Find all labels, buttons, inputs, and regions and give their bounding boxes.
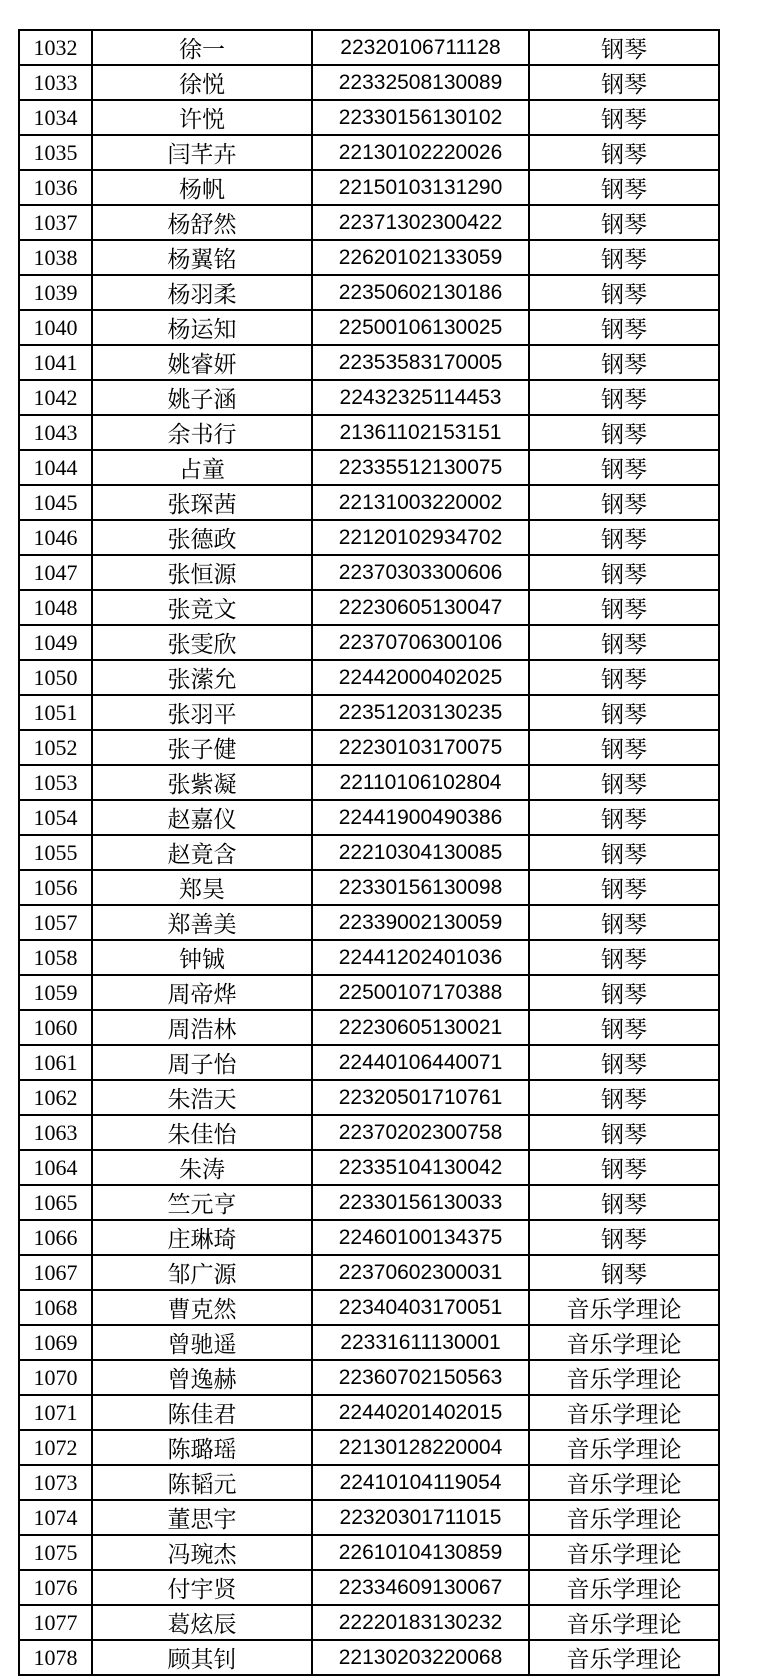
student-name-cell: 葛炫辰 <box>92 1605 312 1640</box>
student-name-cell: 张潆允 <box>92 660 312 695</box>
exam-id-cell: 22210304130085 <box>312 835 529 870</box>
row-number-cell: 1061 <box>19 1045 92 1080</box>
exam-id-cell: 22335512130075 <box>312 450 529 485</box>
table-row <box>19 205 719 240</box>
row-number-cell: 1078 <box>19 1640 92 1675</box>
exam-id-cell: 22370706300106 <box>312 625 529 660</box>
row-number-cell: 1073 <box>19 1465 92 1500</box>
major-cell: 钢琴 <box>529 1220 719 1255</box>
major-cell: 钢琴 <box>529 1010 719 1045</box>
student-name-cell: 张紫凝 <box>92 765 312 800</box>
major-cell: 钢琴 <box>529 100 719 135</box>
table-row <box>19 1395 719 1430</box>
exam-id-cell: 22320106711128 <box>312 30 529 65</box>
exam-id-cell: 22339002130059 <box>312 905 529 940</box>
exam-id-cell: 22131003220002 <box>312 485 529 520</box>
table-row <box>19 835 719 870</box>
student-name-cell: 赵竟含 <box>92 835 312 870</box>
table-row <box>19 940 719 975</box>
table-row <box>19 870 719 905</box>
exam-id-cell: 22370202300758 <box>312 1115 529 1150</box>
major-cell: 钢琴 <box>529 625 719 660</box>
row-number-cell: 1044 <box>19 450 92 485</box>
exam-id-cell: 22130128220004 <box>312 1430 529 1465</box>
row-number-cell: 1064 <box>19 1150 92 1185</box>
table-row <box>19 1010 719 1045</box>
major-cell: 钢琴 <box>529 1150 719 1185</box>
major-cell: 钢琴 <box>529 555 719 590</box>
student-name-cell: 姚子涵 <box>92 380 312 415</box>
exam-id-cell: 22353583170005 <box>312 345 529 380</box>
row-number-cell: 1047 <box>19 555 92 590</box>
student-name-cell: 庄琳琦 <box>92 1220 312 1255</box>
row-number-cell: 1032 <box>19 30 92 65</box>
row-number-cell: 1076 <box>19 1570 92 1605</box>
exam-id-cell: 22320501710761 <box>312 1080 529 1115</box>
major-cell: 钢琴 <box>529 275 719 310</box>
table-row <box>19 100 719 135</box>
major-cell: 钢琴 <box>529 590 719 625</box>
student-name-cell: 张雯欣 <box>92 625 312 660</box>
row-number-cell: 1052 <box>19 730 92 765</box>
table-row <box>19 65 719 100</box>
row-number-cell: 1062 <box>19 1080 92 1115</box>
student-name-cell: 张羽平 <box>92 695 312 730</box>
table-row <box>19 765 719 800</box>
table-row <box>19 625 719 660</box>
table-row <box>19 450 719 485</box>
student-name-cell: 闫芊卉 <box>92 135 312 170</box>
row-number-cell: 1065 <box>19 1185 92 1220</box>
table-row <box>19 975 719 1010</box>
major-cell: 钢琴 <box>529 765 719 800</box>
table-row <box>19 170 719 205</box>
major-cell: 钢琴 <box>529 310 719 345</box>
student-name-cell: 朱浩天 <box>92 1080 312 1115</box>
student-name-cell: 杨运知 <box>92 310 312 345</box>
row-number-cell: 1046 <box>19 520 92 555</box>
table-row <box>19 590 719 625</box>
row-number-cell: 1057 <box>19 905 92 940</box>
major-cell: 钢琴 <box>529 205 719 240</box>
student-name-cell: 杨舒然 <box>92 205 312 240</box>
student-name-cell: 朱涛 <box>92 1150 312 1185</box>
student-name-cell: 许悦 <box>92 100 312 135</box>
student-name-cell: 张竞文 <box>92 590 312 625</box>
table-row <box>19 1360 719 1395</box>
major-cell: 钢琴 <box>529 65 719 100</box>
student-name-cell: 陈璐瑶 <box>92 1430 312 1465</box>
table-row <box>19 1255 719 1290</box>
exam-id-cell: 22330156130102 <box>312 100 529 135</box>
exam-id-cell: 22351203130235 <box>312 695 529 730</box>
student-name-cell: 杨翼铭 <box>92 240 312 275</box>
student-name-cell: 竺元亨 <box>92 1185 312 1220</box>
row-number-cell: 1040 <box>19 310 92 345</box>
exam-id-cell: 22441202401036 <box>312 940 529 975</box>
table-row <box>19 345 719 380</box>
row-number-cell: 1054 <box>19 800 92 835</box>
row-number-cell: 1043 <box>19 415 92 450</box>
student-name-cell: 赵嘉仪 <box>92 800 312 835</box>
exam-id-cell: 22350602130186 <box>312 275 529 310</box>
major-cell: 音乐学理论 <box>529 1360 719 1395</box>
exam-id-cell: 22230103170075 <box>312 730 529 765</box>
exam-id-cell: 22331611130001 <box>312 1325 529 1360</box>
row-number-cell: 1072 <box>19 1430 92 1465</box>
row-number-cell: 1075 <box>19 1535 92 1570</box>
student-name-cell: 张恒源 <box>92 555 312 590</box>
table-row <box>19 1325 719 1360</box>
major-cell: 钢琴 <box>529 1080 719 1115</box>
row-number-cell: 1056 <box>19 870 92 905</box>
exam-id-cell: 22130203220068 <box>312 1640 529 1675</box>
exam-id-cell: 22441900490386 <box>312 800 529 835</box>
exam-id-cell: 22410104119054 <box>312 1465 529 1500</box>
row-number-cell: 1055 <box>19 835 92 870</box>
major-cell: 音乐学理论 <box>529 1605 719 1640</box>
major-cell: 钢琴 <box>529 1115 719 1150</box>
major-cell: 钢琴 <box>529 800 719 835</box>
major-cell: 音乐学理论 <box>529 1430 719 1465</box>
student-name-cell: 张琛茜 <box>92 485 312 520</box>
major-cell: 钢琴 <box>529 135 719 170</box>
exam-id-cell: 22120102934702 <box>312 520 529 555</box>
exam-id-cell: 22334609130067 <box>312 1570 529 1605</box>
major-cell: 钢琴 <box>529 485 719 520</box>
row-number-cell: 1049 <box>19 625 92 660</box>
row-number-cell: 1059 <box>19 975 92 1010</box>
table-row <box>19 555 719 590</box>
row-number-cell: 1053 <box>19 765 92 800</box>
major-cell: 音乐学理论 <box>529 1325 719 1360</box>
exam-id-cell: 22370602300031 <box>312 1255 529 1290</box>
exam-id-cell: 22371302300422 <box>312 205 529 240</box>
exam-id-cell: 22130102220026 <box>312 135 529 170</box>
major-cell: 音乐学理论 <box>529 1395 719 1430</box>
exam-id-cell: 22150103131290 <box>312 170 529 205</box>
major-cell: 钢琴 <box>529 940 719 975</box>
table-row <box>19 1605 719 1640</box>
student-name-cell: 张子健 <box>92 730 312 765</box>
exam-id-cell: 22335104130042 <box>312 1150 529 1185</box>
exam-id-cell: 21361102153151 <box>312 415 529 450</box>
major-cell: 钢琴 <box>529 660 719 695</box>
major-cell: 钢琴 <box>529 1045 719 1080</box>
table-row <box>19 905 719 940</box>
exam-id-cell: 22230605130047 <box>312 590 529 625</box>
student-name-cell: 郑昊 <box>92 870 312 905</box>
table-row <box>19 1430 719 1465</box>
student-name-cell: 冯琬杰 <box>92 1535 312 1570</box>
table-row <box>19 1465 719 1500</box>
exam-id-cell: 22500106130025 <box>312 310 529 345</box>
major-cell: 钢琴 <box>529 835 719 870</box>
exam-id-cell: 22330156130098 <box>312 870 529 905</box>
student-name-cell: 占童 <box>92 450 312 485</box>
roster-sheet <box>18 29 720 1676</box>
student-name-cell: 钟铖 <box>92 940 312 975</box>
student-name-cell: 徐一 <box>92 30 312 65</box>
student-name-cell: 余书行 <box>92 415 312 450</box>
student-name-cell: 杨羽柔 <box>92 275 312 310</box>
major-cell: 音乐学理论 <box>529 1465 719 1500</box>
student-name-cell: 陈佳君 <box>92 1395 312 1430</box>
table-row <box>19 240 719 275</box>
major-cell: 钢琴 <box>529 380 719 415</box>
table-row <box>19 135 719 170</box>
table-row <box>19 1570 719 1605</box>
exam-id-cell: 22440106440071 <box>312 1045 529 1080</box>
major-cell: 音乐学理论 <box>529 1500 719 1535</box>
row-number-cell: 1037 <box>19 205 92 240</box>
student-name-cell: 曾驰遥 <box>92 1325 312 1360</box>
row-number-cell: 1034 <box>19 100 92 135</box>
major-cell: 钢琴 <box>529 905 719 940</box>
row-number-cell: 1038 <box>19 240 92 275</box>
row-number-cell: 1051 <box>19 695 92 730</box>
major-cell: 钢琴 <box>529 1185 719 1220</box>
exam-id-cell: 22620102133059 <box>312 240 529 275</box>
table-row <box>19 1115 719 1150</box>
table-row <box>19 695 719 730</box>
table-row <box>19 660 719 695</box>
student-name-cell: 张德政 <box>92 520 312 555</box>
table-row <box>19 800 719 835</box>
exam-id-cell: 22442000402025 <box>312 660 529 695</box>
row-number-cell: 1070 <box>19 1360 92 1395</box>
row-number-cell: 1077 <box>19 1605 92 1640</box>
row-number-cell: 1066 <box>19 1220 92 1255</box>
major-cell: 钢琴 <box>529 450 719 485</box>
major-cell: 音乐学理论 <box>529 1535 719 1570</box>
student-name-cell: 周子怡 <box>92 1045 312 1080</box>
row-number-cell: 1042 <box>19 380 92 415</box>
row-number-cell: 1069 <box>19 1325 92 1360</box>
exam-id-cell: 22460100134375 <box>312 1220 529 1255</box>
student-name-cell: 姚睿妍 <box>92 345 312 380</box>
row-number-cell: 1074 <box>19 1500 92 1535</box>
row-number-cell: 1067 <box>19 1255 92 1290</box>
student-name-cell: 陈韬元 <box>92 1465 312 1500</box>
roster-table-body <box>19 30 719 1675</box>
table-row <box>19 415 719 450</box>
major-cell: 钢琴 <box>529 170 719 205</box>
table-row <box>19 380 719 415</box>
major-cell: 音乐学理论 <box>529 1290 719 1325</box>
row-number-cell: 1041 <box>19 345 92 380</box>
exam-id-cell: 22320301711015 <box>312 1500 529 1535</box>
student-name-cell: 徐悦 <box>92 65 312 100</box>
major-cell: 音乐学理论 <box>529 1570 719 1605</box>
row-number-cell: 1060 <box>19 1010 92 1045</box>
exam-id-cell: 22220183130232 <box>312 1605 529 1640</box>
row-number-cell: 1050 <box>19 660 92 695</box>
table-row <box>19 30 719 65</box>
roster-table <box>18 29 720 1676</box>
major-cell: 钢琴 <box>529 870 719 905</box>
exam-id-cell: 22230605130021 <box>312 1010 529 1045</box>
student-name-cell: 郑善美 <box>92 905 312 940</box>
major-cell: 钢琴 <box>529 345 719 380</box>
major-cell: 钢琴 <box>529 695 719 730</box>
table-row <box>19 1185 719 1220</box>
row-number-cell: 1036 <box>19 170 92 205</box>
table-row <box>19 485 719 520</box>
major-cell: 钢琴 <box>529 730 719 765</box>
row-number-cell: 1071 <box>19 1395 92 1430</box>
table-row <box>19 520 719 555</box>
student-name-cell: 曹克然 <box>92 1290 312 1325</box>
student-name-cell: 曾逸赫 <box>92 1360 312 1395</box>
row-number-cell: 1033 <box>19 65 92 100</box>
student-name-cell: 朱佳怡 <box>92 1115 312 1150</box>
exam-id-cell: 22500107170388 <box>312 975 529 1010</box>
table-row <box>19 275 719 310</box>
major-cell: 钢琴 <box>529 1255 719 1290</box>
table-row <box>19 1045 719 1080</box>
student-name-cell: 杨帆 <box>92 170 312 205</box>
table-row <box>19 1150 719 1185</box>
major-cell: 钢琴 <box>529 520 719 555</box>
student-name-cell: 付宇贤 <box>92 1570 312 1605</box>
row-number-cell: 1039 <box>19 275 92 310</box>
major-cell: 音乐学理论 <box>529 1640 719 1675</box>
student-name-cell: 周帝烨 <box>92 975 312 1010</box>
table-row <box>19 1640 719 1675</box>
exam-id-cell: 22370303300606 <box>312 555 529 590</box>
exam-id-cell: 22360702150563 <box>312 1360 529 1395</box>
row-number-cell: 1058 <box>19 940 92 975</box>
major-cell: 钢琴 <box>529 975 719 1010</box>
exam-id-cell: 22330156130033 <box>312 1185 529 1220</box>
student-name-cell: 邹广源 <box>92 1255 312 1290</box>
row-number-cell: 1035 <box>19 135 92 170</box>
row-number-cell: 1063 <box>19 1115 92 1150</box>
exam-id-cell: 22332508130089 <box>312 65 529 100</box>
row-number-cell: 1045 <box>19 485 92 520</box>
student-name-cell: 顾其钊 <box>92 1640 312 1675</box>
row-number-cell: 1068 <box>19 1290 92 1325</box>
student-name-cell: 周浩林 <box>92 1010 312 1045</box>
exam-id-cell: 22110106102804 <box>312 765 529 800</box>
row-number-cell: 1048 <box>19 590 92 625</box>
exam-id-cell: 22432325114453 <box>312 380 529 415</box>
exam-id-cell: 22440201402015 <box>312 1395 529 1430</box>
table-row <box>19 1500 719 1535</box>
table-row <box>19 1080 719 1115</box>
table-row <box>19 1220 719 1255</box>
major-cell: 钢琴 <box>529 240 719 275</box>
exam-id-cell: 22340403170051 <box>312 1290 529 1325</box>
student-name-cell: 董思宇 <box>92 1500 312 1535</box>
table-row <box>19 730 719 765</box>
major-cell: 钢琴 <box>529 30 719 65</box>
table-row <box>19 1290 719 1325</box>
exam-id-cell: 22610104130859 <box>312 1535 529 1570</box>
table-row <box>19 310 719 345</box>
major-cell: 钢琴 <box>529 415 719 450</box>
table-row <box>19 1535 719 1570</box>
